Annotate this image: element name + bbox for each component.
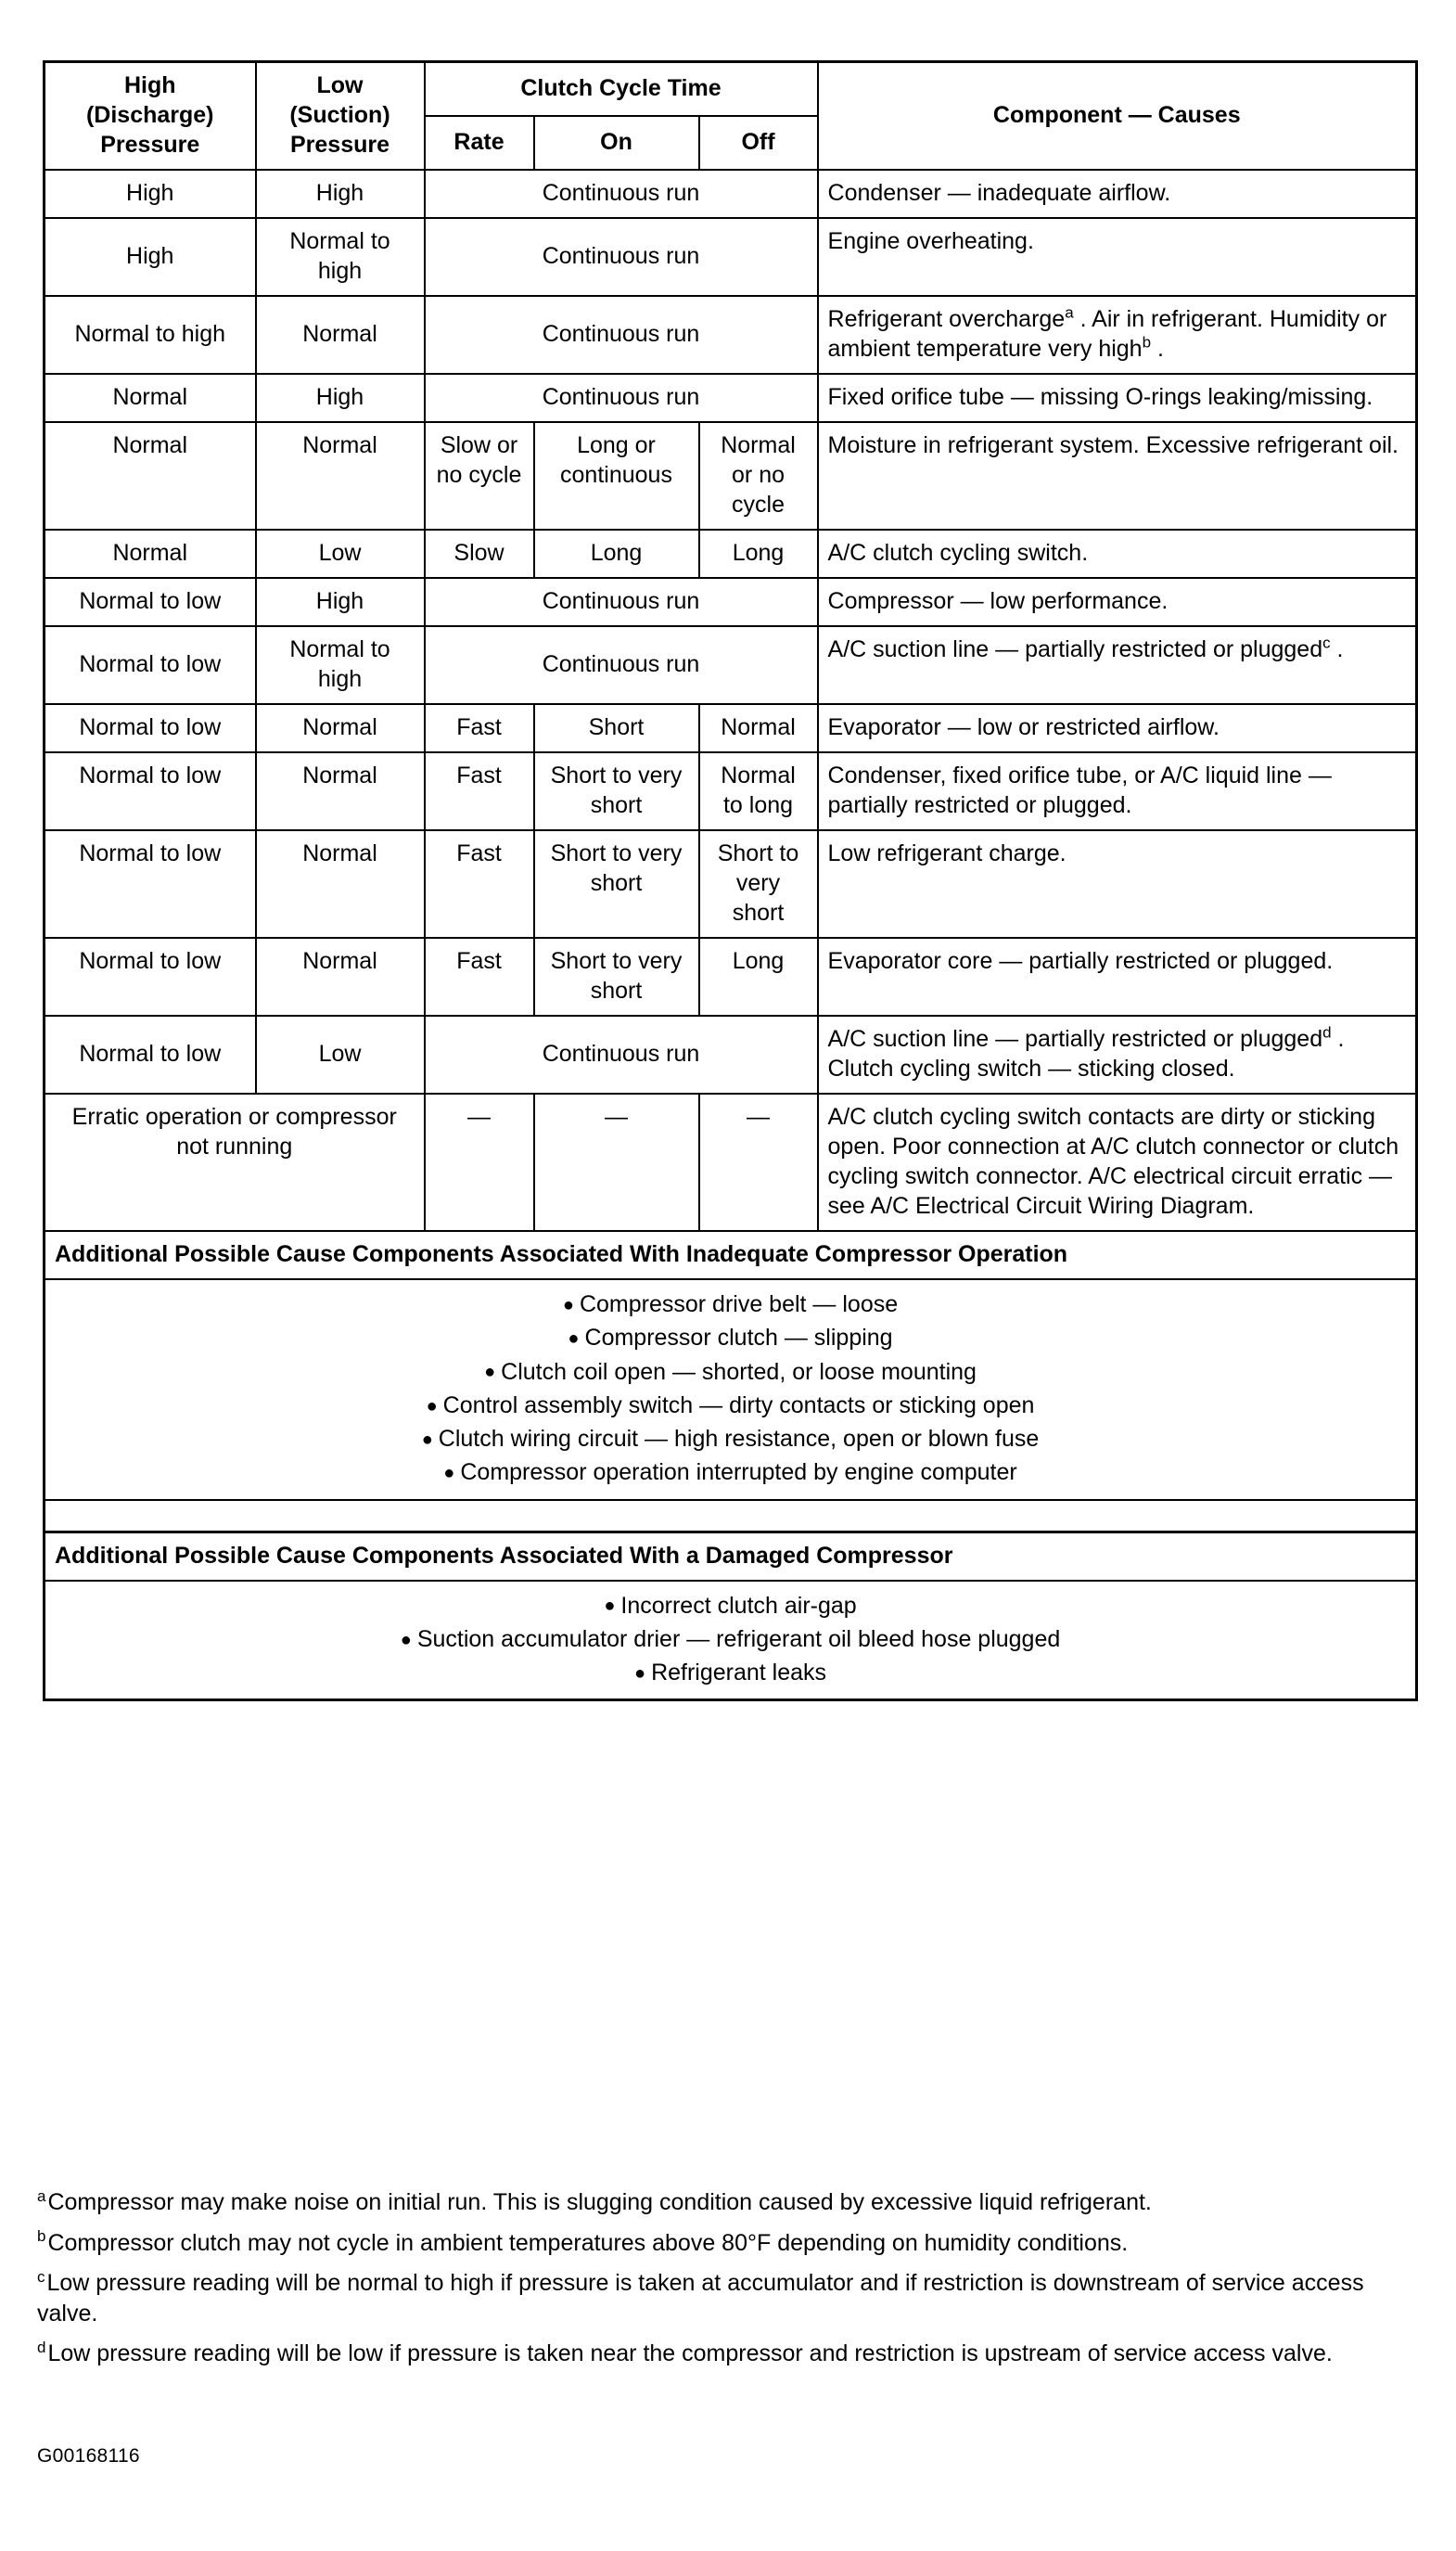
table-row — [45, 1094, 1417, 1231]
footnote-mark: a — [37, 2186, 46, 2205]
cell-high: Normal to low — [45, 626, 256, 704]
list-item — [55, 1422, 1406, 1455]
list-item — [55, 1589, 1406, 1622]
list-item — [55, 1389, 1406, 1422]
bullet-icon: ● — [484, 1362, 496, 1383]
footnote — [37, 2339, 1428, 2369]
cell-component: Condenser, fixed orifice tube, or A/C liquid line — partially restricted or plugged. — [818, 752, 1417, 830]
header-off: Off — [699, 116, 818, 170]
cell-high: High — [45, 218, 256, 296]
cell-high: Normal — [45, 530, 256, 578]
list-item-label: Control assembly switch — dirty contacts or sticking open — [442, 1391, 1035, 1418]
table-row — [45, 296, 1417, 374]
header-rate: Rate — [425, 116, 534, 170]
table-row — [45, 170, 1417, 218]
section-heading-row — [45, 1532, 1417, 1581]
table-row — [45, 830, 1417, 938]
cell-clutch-merged: Continuous run — [425, 296, 818, 374]
table-row — [45, 530, 1417, 578]
cell-low: Low — [256, 530, 425, 578]
cell-low: High — [256, 170, 425, 218]
document-id: G00168116 — [37, 2445, 140, 2467]
cell-off: Long — [699, 530, 818, 578]
header-low-pressure — [256, 62, 425, 171]
footnote-text: Compressor clutch may not cycle in ambient temperatures above 80°F depending on humidity conditions. — [47, 2229, 1129, 2256]
section-bullets-row — [45, 1279, 1417, 1500]
cell-low: Normal to high — [256, 626, 425, 704]
cell-low: Low — [256, 1016, 425, 1094]
header-high-line2: (Discharge) — [85, 102, 214, 128]
cell-high: Normal — [45, 374, 256, 422]
cell-on: — — [534, 1094, 699, 1231]
section-heading-row — [45, 1231, 1417, 1279]
list-item-label: Clutch coil open — shorted, or loose mounting — [501, 1358, 977, 1385]
table-row — [45, 578, 1417, 626]
section-bullets-row — [45, 1581, 1417, 1700]
cell-component: Engine overheating. — [818, 218, 1417, 296]
table-row — [45, 422, 1417, 530]
cell-clutch-merged: Continuous run — [425, 218, 818, 296]
bullet-icon: ● — [443, 1463, 455, 1484]
list-item — [55, 1355, 1406, 1389]
footnote-text: Low pressure reading will be low if pressure is taken near the compressor and restriction is upstream of service access valve. — [47, 2340, 1333, 2366]
table-row — [45, 938, 1417, 1016]
list-item-label: Suction accumulator drier — refrigerant oil bleed hose plugged — [416, 1625, 1061, 1652]
cell-component: Compressor — low performance. — [818, 578, 1417, 626]
cell-clutch-merged: Continuous run — [425, 626, 818, 704]
bullet-icon: ● — [633, 1662, 646, 1684]
header-clutch-cycle-time: Clutch Cycle Time — [425, 62, 818, 117]
cell-on: Short to very short — [534, 830, 699, 938]
cell-off: Normal to long — [699, 752, 818, 830]
cell-off: Normal — [699, 704, 818, 752]
cell-high: Normal to low — [45, 830, 256, 938]
list-item-label: Clutch wiring circuit — high resistance, open or blown fuse — [438, 1426, 1040, 1452]
cell-on: Short — [534, 704, 699, 752]
cell-component: A/C clutch cycling switch contacts are dirty or sticking open. Poor connection at A/C clutch connector or clutch cycling switch connector. A/C electrical circuit erratic — see A/C Electrical Circuit Wiring Diagram. — [818, 1094, 1417, 1231]
table-row — [45, 1016, 1417, 1094]
cell-rate: Fast — [425, 938, 534, 1016]
section1-bullets — [45, 1279, 1417, 1500]
header-low-line1: Low — [316, 72, 364, 98]
cell-component: Moisture in refrigerant system. Excessive refrigerant oil. — [818, 422, 1417, 530]
header-high-pressure — [45, 62, 256, 171]
cell-high: Normal to low — [45, 578, 256, 626]
table-row — [45, 704, 1417, 752]
cell-rate: Fast — [425, 704, 534, 752]
header-high-line3: Pressure — [100, 132, 200, 158]
cell-clutch-merged: Continuous run — [425, 374, 818, 422]
list-item-label: Compressor operation interrupted by engine computer — [460, 1459, 1017, 1486]
list-item-label: Compressor drive belt — loose — [579, 1291, 899, 1317]
footnote — [37, 2228, 1428, 2259]
bullet-icon: ● — [562, 1294, 574, 1315]
header-low-line3: Pressure — [289, 132, 390, 158]
cell-low: Normal — [256, 830, 425, 938]
cell-low: High — [256, 374, 425, 422]
cell-off: Normal or no cycle — [699, 422, 818, 530]
footnote-text: Low pressure reading will be normal to high if pressure is taken at accumulator and if restriction is downstream of service access valve. — [37, 2270, 1364, 2327]
bullet-icon: ● — [568, 1328, 580, 1350]
cell-low: Normal — [256, 296, 425, 374]
list-item-label: Incorrect clutch air-gap — [620, 1592, 857, 1619]
cell-on: Short to very short — [534, 752, 699, 830]
table-row — [45, 626, 1417, 704]
table-row — [45, 218, 1417, 296]
header-low-line2: (Suction) — [289, 102, 390, 128]
cell-rate: — — [425, 1094, 534, 1231]
cell-rate: Fast — [425, 752, 534, 830]
header-component-causes: Component — Causes — [818, 62, 1417, 171]
cell-off: Long — [699, 938, 818, 1016]
cell-clutch-merged: Continuous run — [425, 1016, 818, 1094]
cell-low: Normal — [256, 422, 425, 530]
cell-low: Normal — [256, 938, 425, 1016]
header-on: On — [534, 116, 699, 170]
cell-component: A/C clutch cycling switch. — [818, 530, 1417, 578]
footnote-mark: d — [37, 2338, 46, 2356]
bullet-icon: ● — [421, 1429, 433, 1450]
list-item-label: Compressor clutch — slipping — [584, 1325, 893, 1352]
cell-off: — — [699, 1094, 818, 1231]
cell-high: Normal to low — [45, 752, 256, 830]
bullet-icon: ● — [604, 1596, 616, 1617]
diagnostic-table-container — [43, 60, 1415, 1701]
footnote — [37, 2187, 1428, 2218]
cell-clutch-merged: Continuous run — [425, 578, 818, 626]
footnote — [37, 2268, 1428, 2328]
cell-rate: Fast — [425, 830, 534, 938]
cell-off: Short to very short — [699, 830, 818, 938]
cell-component: A/C suction line — partially restricted or plugged$^c$ . — [818, 626, 1417, 704]
list-item — [55, 1288, 1406, 1321]
cell-on: Long or continuous — [534, 422, 699, 530]
cell-rate: Slow or no cycle — [425, 422, 534, 530]
footnote-mark: b — [37, 2227, 46, 2246]
cell-high: Normal to low — [45, 1016, 256, 1094]
cell-component: Fixed orifice tube — missing O-rings leaking/missing. — [818, 374, 1417, 422]
cell-clutch-merged: Continuous run — [425, 170, 818, 218]
bullet-icon: ● — [426, 1395, 438, 1417]
cell-rate: Slow — [425, 530, 534, 578]
footnote-text: Compressor may make noise on initial run. This is slugging condition caused by excessive liquid refrigerant. — [47, 2189, 1152, 2215]
section1-heading: Additional Possible Cause Components Associated With Inadequate Compressor Operation — [45, 1231, 1417, 1279]
table-header-row-1 — [45, 62, 1417, 117]
cell-on: Short to very short — [534, 938, 699, 1016]
cell-low: Normal — [256, 752, 425, 830]
cell-component: A/C suction line — partially restricted or plugged$^d$ . Clutch cycling switch — sticking closed. — [818, 1016, 1417, 1094]
table-row — [45, 752, 1417, 830]
cell-component: Refrigerant overcharge$^a$ . Air in refrigerant. Humidity or ambient temperature very high$^b$ . — [818, 296, 1417, 374]
footnotes-block — [37, 2187, 1428, 2379]
cell-high: High — [45, 170, 256, 218]
cell-component: Low refrigerant charge. — [818, 830, 1417, 938]
footnote-mark: c — [37, 2267, 45, 2286]
list-item — [55, 1321, 1406, 1354]
section2-heading: Additional Possible Cause Components Associated With a Damaged Compressor — [45, 1532, 1417, 1581]
section2-bullets — [45, 1581, 1417, 1700]
section-spacer — [45, 1500, 1417, 1532]
cell-low: Normal — [256, 704, 425, 752]
cell-high: Normal to low — [45, 938, 256, 1016]
table-row — [45, 374, 1417, 422]
cell-high: Normal — [45, 422, 256, 530]
bullet-icon: ● — [400, 1629, 412, 1650]
cell-low: High — [256, 578, 425, 626]
cell-high: Normal to low — [45, 704, 256, 752]
cell-component: Evaporator core — partially restricted or plugged. — [818, 938, 1417, 1016]
ac-diagnostic-table — [43, 60, 1418, 1701]
list-item — [55, 1656, 1406, 1689]
cell-erratic-operation: Erratic operation or compressor not running — [45, 1094, 425, 1231]
list-item-label: Refrigerant leaks — [651, 1660, 827, 1686]
cell-component: Evaporator — low or restricted airflow. — [818, 704, 1417, 752]
cell-component: Condenser — inadequate airflow. — [818, 170, 1417, 218]
cell-low: Normal to high — [256, 218, 425, 296]
header-high-line1: High — [123, 72, 176, 98]
list-item — [55, 1455, 1406, 1489]
cell-high: Normal to high — [45, 296, 256, 374]
list-item — [55, 1622, 1406, 1656]
cell-on: Long — [534, 530, 699, 578]
